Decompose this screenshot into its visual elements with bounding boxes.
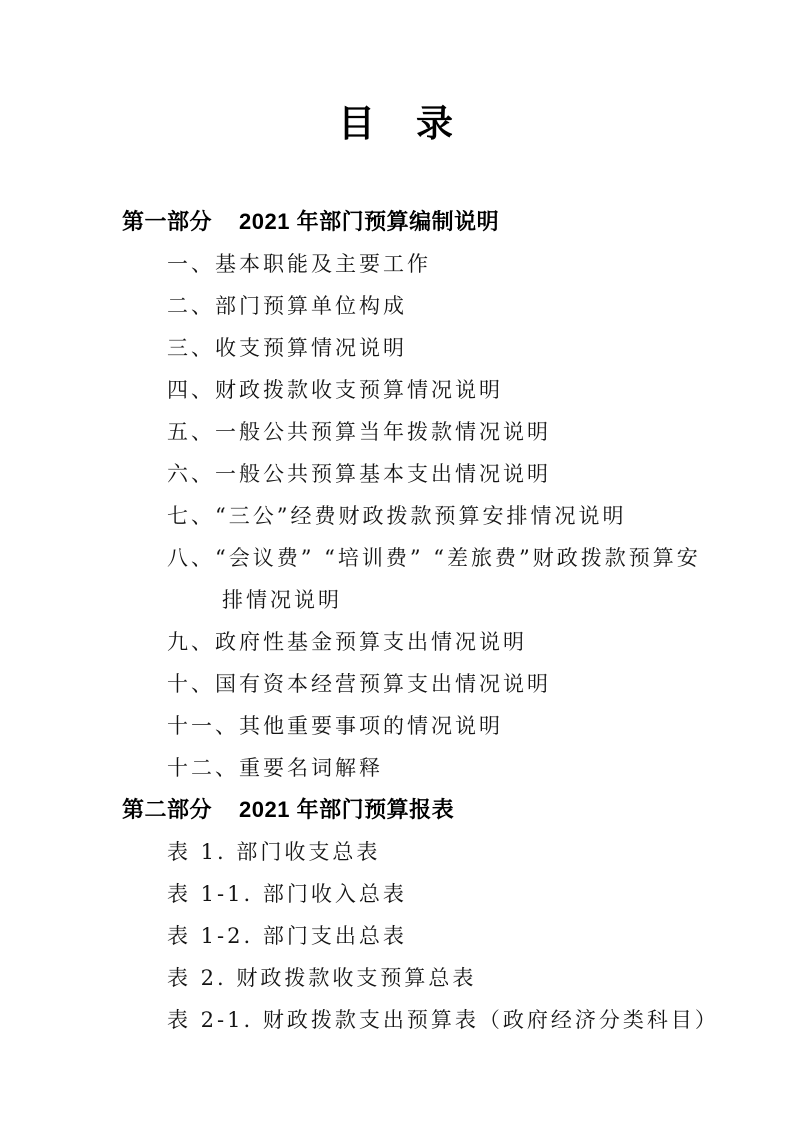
toc-entry-4: 四、财政拨款收支预算情况说明: [167, 378, 503, 402]
toc-table-entry-1: 表 1. 部门收支总表: [167, 840, 381, 864]
toc-table-entry-3: 表 1-2. 部门支出总表: [167, 924, 407, 948]
toc-entry-8: 八、“会议费” “培训费” “差旅费”财政拨款预算安: [167, 546, 701, 570]
toc-entry-7: 七、“三公”经费财政拨款预算安排情况说明: [167, 504, 627, 528]
part2-heading-label: 第二部分: [122, 797, 213, 822]
toc-entry-9: 九、政府性基金预算支出情况说明: [167, 630, 527, 654]
toc-title: 目 录: [338, 101, 455, 145]
part1-heading-title: 2021 年部门预算编制说明: [239, 209, 500, 234]
toc-entry-12: 十二、重要名词解释: [167, 756, 383, 780]
toc-entry-10: 十、国有资本经营预算支出情况说明: [167, 672, 551, 696]
toc-table-entry-4: 表 2. 财政拨款收支预算总表: [167, 966, 477, 990]
toc-entry-3: 三、收支预算情况说明: [167, 336, 407, 360]
part1-heading-label: 第一部分: [122, 209, 213, 234]
part2-heading: [122, 789, 753, 831]
toc-entry-11: 十一、其他重要事项的情况说明: [167, 714, 503, 738]
part1-heading: [122, 201, 753, 243]
toc-table-entry-2: 表 1-1. 部门收入总表: [167, 882, 407, 906]
toc-table-entry-5: 表 2-1. 财政拨款支出预算表（政府经济分类科目）: [167, 1008, 719, 1032]
toc-entry-6: 六、一般公共预算基本支出情况说明: [167, 462, 551, 486]
toc-entry-2: 二、部门预算单位构成: [167, 294, 407, 318]
toc-entry-5: 五、一般公共预算当年拨款情况说明: [167, 420, 551, 444]
toc-entry-8-continuation: 排情况说明: [222, 588, 342, 612]
table-of-contents: [0, 201, 793, 1041]
toc-entry-1: 一、基本职能及主要工作: [167, 252, 431, 276]
part2-heading-title: 2021 年部门预算报表: [239, 797, 455, 822]
